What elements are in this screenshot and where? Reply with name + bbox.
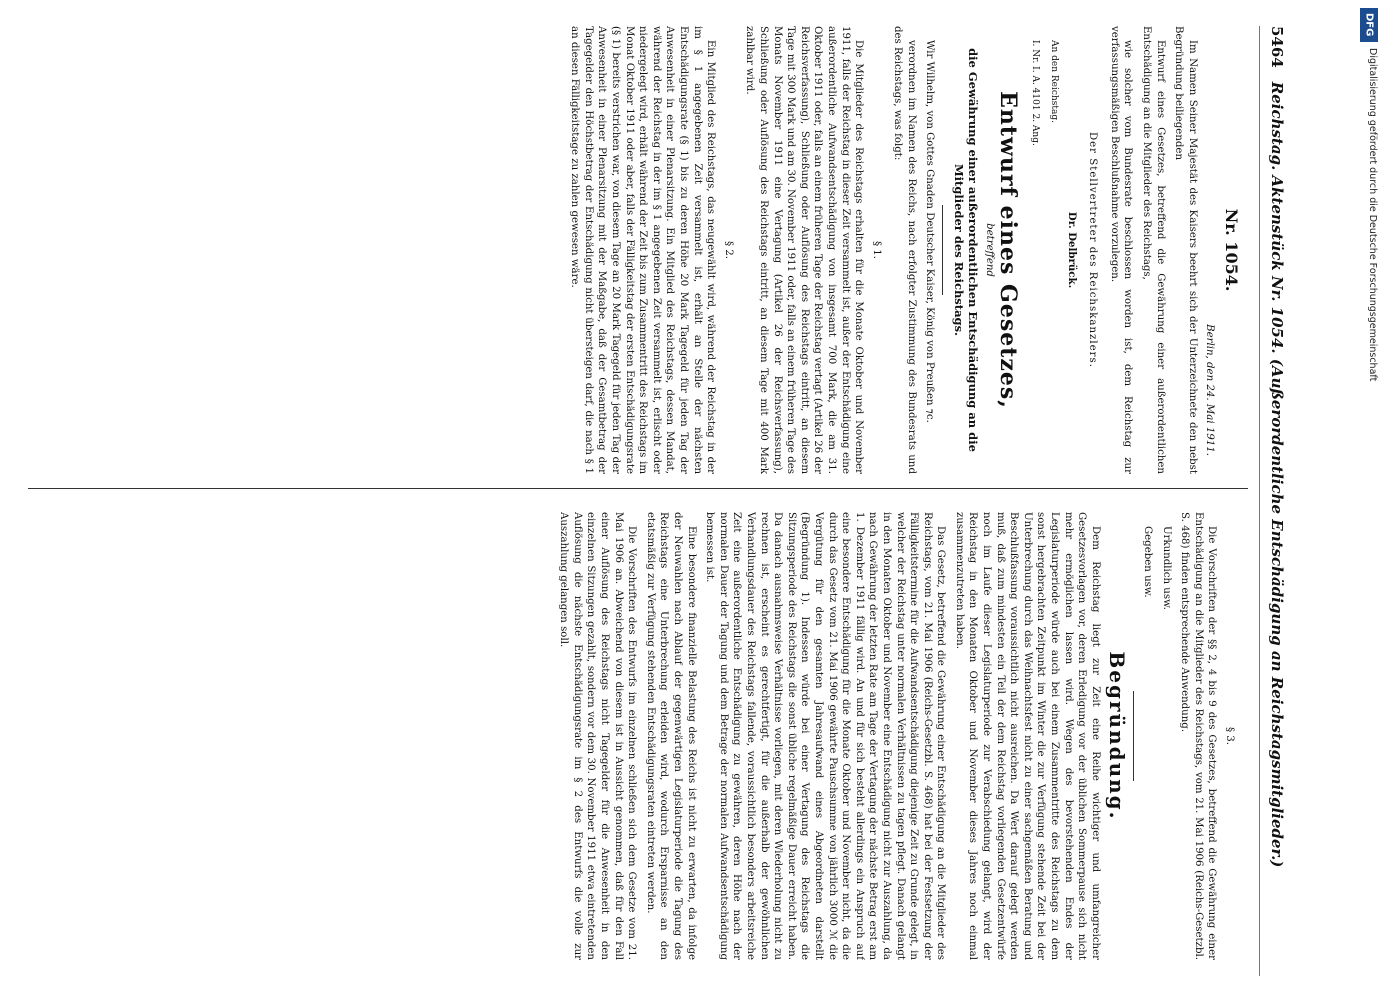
- begruendung-title: Begründung.: [1105, 651, 1130, 821]
- begruendung-paragraph-2: Das Gesetz, betreffend die Gewährung einer Entschädigung an die Mitglieder des Reichstags, vom 21. Mai 1906 (Reichs-Gesetzbl. S. 468) hat bei der Festsetzung der Fälligkeitstermine für die Aufwandsentschädigung diejenige Zeit zu Grunde gelegt, in welcher der Reichstag unter normalen Verhältnissen zu tagen pflegt. Danach gelangt in den Monaten Oktober und November eine Entschädigung nicht zur Auszahlung, da nach Gewährung der letzten Rate am Tage der Vertagung der nächste Betrag erst am 1. Dezember 1911 fällig wird. An und für sich besteht allerdings ein Anspruch auf eine besondere Entschädigung für die Monate Oktober und November nicht, da die durch das Gesetz vom 21. Mai 1906 gewährte Pauschsumme von jährlich 3000 ℳ die Vergütung für den gesamten Jahresaufwand eines Abgeordneten darstellt (Begründung 1). Indessen würde bei einer Vertagung des Reichstags die Sitzungsperiode des Reichstags die sonst übliche regelmäßige Dauer erreicht haben. Da danach ausnahmsweise Verhältnisse vorliegen, mit deren Wiederholung nicht zu rechnen ist, erscheint es gerechtfertigt, für die außerhalb der gewöhnlichen Verhandlungsdauer des Reichstags fallende, voraussichtlich besonders arbeitsreiche Zeit eine außerordentliche Entschädigung zu gewähren, deren Höhe nach der normalen Dauer der Tagung und dem Betrage der normalen Aufwandsentschädigung bemessen ist.: [704, 512, 947, 960]
- reference-line: I. Nr. I. A. 4101 2. Ang.: [1030, 40, 1041, 146]
- running-title: Reichstag. Aktenstück Nr. 1054. (Außerordentliche Entschädigung an Reichstagsmitglieder.): [1268, 81, 1286, 868]
- begruendung-paragraph-1: Dem Reichstag liegt zur Zeit eine Reihe wichtiger und umfangreicher Gesetzesvorlagen vor, deren Erledigung vor der üblichen Sommerpause sich nicht mehr ermöglichen lassen wird. Wegen des bevorstehenden Endes der Legislaturperiode würde auch bei einem Zusammentritte des Reichstags zu dem sonst hergebrachten Zeitpunkt im Winter die zur Verfügung stehende Zeit bei der Unterbrechung durch das Weihnachtsfest nicht zu einer sachgemäßen Beratung und Beschlußfassung voraussichtlich nicht ausreichen. Da Wert darauf gelegt werden muß, daß zum mindesten ein Teil der dem Reichstag vorliegenden Gesetzentwürfe noch im Laufe dieser Legislaturperiode zur Verabschiedung gelangt, wird der Reichstag in den Monaten Oktober und November dieses Jahres noch einmal zusammenzutreten haben.: [953, 512, 1101, 960]
- enactment-clause: verordnen im Namen des Reichs, nach erfolgter Zustimmung des Bundesrats und des Reichstags, was folgt:: [892, 26, 917, 474]
- section-rule: [943, 205, 944, 295]
- paragraph-1-heading: § 1.: [870, 240, 882, 260]
- document-number: Nr. 1054.: [1222, 208, 1241, 292]
- intro-text: Im Namen Seiner Majestät des Kaisers beehrt sich der Unterzeichnete den nebst Begründung beiliegenden: [1173, 26, 1198, 474]
- closing-formula-2: Gegeben usw.: [1142, 526, 1154, 598]
- draft-subject: die Gewährung einer außerordentlichen Entschädigung an die Mitglieder des Reichstags.: [952, 48, 980, 452]
- draft-subtitle: Entwurf eines Gesetzes, betreffend die Gewährung einer außerordentlichen Entschädigung an die Mitglieder des Reichstags,: [1141, 26, 1166, 474]
- left-column: [24, 26, 1244, 474]
- dateline: Berlin, den 24. Mai 1911.: [1204, 324, 1216, 456]
- preamble: Wir Wilhelm, von Gottes Gnaden Deutscher Kaiser, König von Preußen ⁊c.: [924, 40, 936, 423]
- closing-formula-1: Urkundlich usw.: [1160, 526, 1172, 610]
- paragraph-3-text: Die Vorschriften der §§ 2, 4 bis 9 des Gesetzes, betreffend die Gewährung einer Entschädigung an die Mitglieder des Reichstags, vom 21. Mai 1906 (Reichs-Gesetzbl. S. 468) finden entsprechende Anwendung.: [1179, 512, 1218, 960]
- right-column: [24, 512, 1244, 960]
- signature-role: Der Stellvertreter des Reichskanzlers.: [1087, 131, 1099, 369]
- paragraph-3-heading: § 3.: [1224, 726, 1235, 746]
- begruendung-paragraph-3: Eine besondere finanzielle Belastung des Reichs ist nicht zu erwarten, da infolge der Neuwahlen nach Ablauf der gegenwärtigen Legislaturperiode die Tagung des Reichstags eine Unterbrechung erleiden wird, wodurch Ersparnisse an den etatsmäßig zur Verfügung stehenden Entschädigungsraten eintreten werden.: [644, 512, 697, 960]
- signature-name: Dr. Delbrück.: [1065, 211, 1078, 289]
- address-line: An den Reichstag.: [1049, 40, 1060, 123]
- begruendung-paragraph-4: Die Vorschriften des Entwurfs im einzelnen schließen sich dem Gesetze vom 21. Mai 1906 an. Abweichend von diesem ist in Aussicht genommen, daß für den Fall einer Auflösung des Reichstags nicht Tagegelder für die Anwesenheit in den einzelnen Sitzungen gezahlt, sondern vor dem 30. November 1911 etwa eintretenden Auflösung die nächste Entschädigungsrate im § 2 des Entwurfs die volle zur Auszahlung gelangen soll.: [558, 512, 638, 960]
- section-rule-right: [1133, 691, 1134, 781]
- page-number: 5464: [1268, 26, 1286, 68]
- column-divider: [28, 488, 1248, 489]
- page-header: [1259, 26, 1286, 976]
- digitization-note: Digitalisierung gefördert durch die Deutsche Forschungsgemeinschaft: [1367, 48, 1378, 382]
- paragraph-2-heading: § 2.: [722, 240, 734, 260]
- paragraph-2-text: Ein Mitglied des Reichstags, das neugewählt wird, während der Reichstag in der im § 1 angegebenen Zeit versammelt ist, erhält an Stelle der nächsten Entschädigungsrate (§ 1) bis zu deren Höhe 20 Mark Tagegeld für jeden Tag der Anwesenheit in einer Plenarsitzung. Ein Mitglied des Reichstags, dessen Mandat, während der Reichstag in der im § 1 angegebenen Zeit versammelt ist, erlischt oder niedergelegt wird, erhält während der Zeit bis zum Zusammentritt des Reichstags im Monat Oktober 1911 oder aber, falls der Fälligkeitstag der ersten Entschädigungsrate (§ 1) bereits verstrichen war, von diesem Tage an 20 Mark Tagegeld für jeden Tag der Anwesenheit in einer Plenarsitzung mit der Maßgabe, daß der Gesamtbetrag der Tagegelder den Höchstbetrag der Entschädigung nicht übersteigen darf, die nach § 1 an diesen Fälligkeitstage zu zahlen gewesen wäre.: [569, 26, 717, 474]
- draft-title: Entwurf eines Gesetzes,: [994, 91, 1021, 409]
- betreffend-label: betreffend: [984, 223, 996, 277]
- paragraph-1-text: Die Mitglieder des Reichstags erhalten für die Monate Oktober und November 1911, falls der Reichstag in dieser Zeit versammelt ist, außer der Entschädigung eine außerordentliche Aufwandsentschädigung von insgesamt 700 Mark, die am 31. Oktober 1911 oder, falls an einem früheren Tage der Reichstag vertagt (Artikel 26 der Reichsverfassung), Schließung oder Auflösung des Reichstags eintritt, an diesem Tage mit 300 Mark und am 30. November 1911 oder, falls an einem früheren Tage des Monats November 1911 eine Vertagung (Artikel 26 der Reichsverfassung), Schließung oder Auflösung des Reichstags eintritt, an diesem Tage mit 400 Mark zahlbar wird.: [744, 26, 865, 474]
- intro-passage: wie solcher vom Bundesrate beschlossen worden ist, dem Reichstag zur verfassungsmäßigen Beschlußnahme vorzulegen.: [1108, 26, 1134, 474]
- dfg-logo: DFG: [1360, 8, 1378, 42]
